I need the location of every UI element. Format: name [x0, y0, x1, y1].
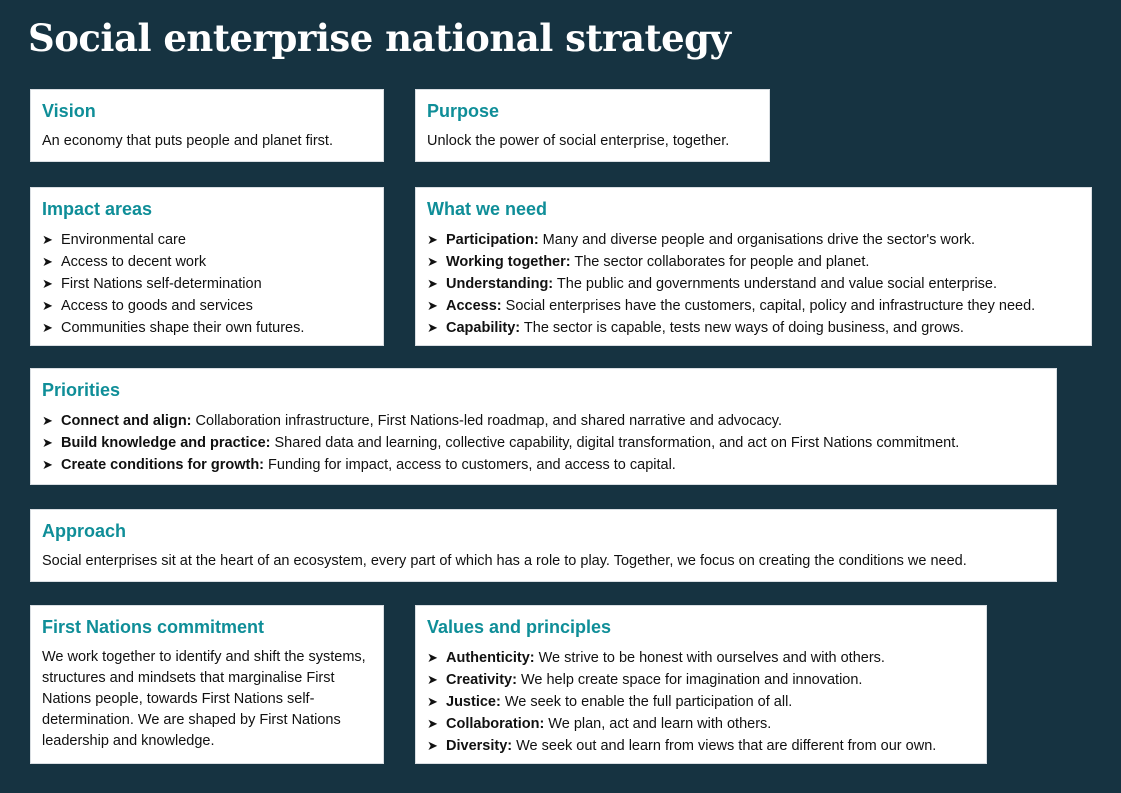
- approach-heading: Approach: [42, 521, 127, 541]
- priorities-heading: Priorities: [42, 380, 121, 400]
- values-card: [415, 605, 987, 764]
- list-item: ➤ Participation: Many and diverse people and organisations drive the sector's work.: [427, 229, 1080, 251]
- what-we-need-heading: What we need: [427, 199, 548, 219]
- vision-card: [30, 89, 384, 162]
- arrow-bullet-icon: ➤: [42, 413, 53, 428]
- list-item: ➤ Capability: The sector is capable, tests new ways of doing business, and grows.: [427, 317, 1080, 339]
- arrow-bullet-icon: ➤: [42, 276, 53, 291]
- purpose-heading: Purpose: [427, 101, 500, 121]
- arrow-bullet-icon: ➤: [42, 254, 53, 269]
- priorities-card: [30, 368, 1057, 485]
- list-item: ➤ Build knowledge and practice: Shared data and learning, collective capability, digital transformation, and act on First Nations commitment.: [42, 432, 1045, 454]
- arrow-bullet-icon: ➤: [427, 298, 438, 313]
- values-list: [427, 647, 975, 757]
- approach-card: [30, 509, 1057, 582]
- list-item: ➤ Understanding: The public and governments understand and value social enterprise.: [427, 273, 1080, 295]
- vision-text: An economy that puts people and planet first.: [42, 133, 333, 149]
- arrow-bullet-icon: ➤: [427, 716, 438, 731]
- purpose-card: [415, 89, 770, 162]
- arrow-bullet-icon: ➤: [42, 298, 53, 313]
- list-item: ➤ Access to goods and services: [42, 295, 372, 317]
- arrow-bullet-icon: ➤: [42, 457, 53, 472]
- arrow-bullet-icon: ➤: [427, 672, 438, 687]
- arrow-bullet-icon: ➤: [427, 254, 438, 269]
- arrow-bullet-icon: ➤: [427, 276, 438, 291]
- impact-areas-list: [42, 229, 372, 339]
- list-item: ➤ Environmental care: [42, 229, 372, 251]
- impact-areas-card: [30, 187, 384, 346]
- arrow-bullet-icon: ➤: [427, 738, 438, 753]
- list-item: ➤ Working together: The sector collaborates for people and planet.: [427, 251, 1080, 273]
- arrow-bullet-icon: ➤: [42, 232, 53, 247]
- list-item: ➤ Collaboration: We plan, act and learn with others.: [427, 713, 975, 735]
- vision-heading: Vision: [42, 101, 96, 121]
- list-item: ➤ Diversity: We seek out and learn from views that are different from our own.: [427, 735, 975, 757]
- list-item: ➤ Create conditions for growth: Funding for impact, access to customers, and access to capital.: [42, 454, 1045, 476]
- list-item: ➤ Creativity: We help create space for imagination and innovation.: [427, 669, 975, 691]
- list-item: ➤ Justice: We seek to enable the full participation of all.: [427, 691, 975, 713]
- arrow-bullet-icon: ➤: [427, 232, 438, 247]
- arrow-bullet-icon: ➤: [427, 694, 438, 709]
- priorities-list: [42, 410, 1045, 476]
- list-item: ➤ Access to decent work: [42, 251, 372, 273]
- list-item: ➤ Communities shape their own futures.: [42, 317, 372, 339]
- first-nations-heading: First Nations commitment: [42, 617, 265, 637]
- page-title: Social enterprise national strategy: [28, 16, 731, 60]
- arrow-bullet-icon: ➤: [427, 320, 438, 335]
- values-heading: Values and principles: [427, 617, 612, 637]
- what-we-need-card: [415, 187, 1092, 346]
- impact-areas-heading: Impact areas: [42, 199, 153, 219]
- purpose-text: Unlock the power of social enterprise, together.: [427, 133, 730, 149]
- arrow-bullet-icon: ➤: [427, 650, 438, 665]
- what-we-need-list: [427, 229, 1080, 339]
- list-item: ➤ Access: Social enterprises have the customers, capital, policy and infrastructure they need.: [427, 295, 1080, 317]
- list-item: ➤ First Nations self-determination: [42, 273, 372, 295]
- first-nations-text: We work together to identify and shift the systems, structures and mindsets that marginalise First Nations people, towards First Nations self-determination. We are shaped by First Nations leadership and knowledge.: [42, 649, 366, 749]
- arrow-bullet-icon: ➤: [42, 435, 53, 450]
- arrow-bullet-icon: ➤: [42, 320, 53, 335]
- approach-text: Social enterprises sit at the heart of an ecosystem, every part of which has a role to play. Together, we focus on creating the conditions we need.: [42, 553, 967, 569]
- list-item: ➤ Connect and align: Collaboration infrastructure, First Nations-led roadmap, and shared narrative and advocacy.: [42, 410, 1045, 432]
- list-item: ➤ Authenticity: We strive to be honest with ourselves and with others.: [427, 647, 975, 669]
- first-nations-card: [30, 605, 384, 764]
